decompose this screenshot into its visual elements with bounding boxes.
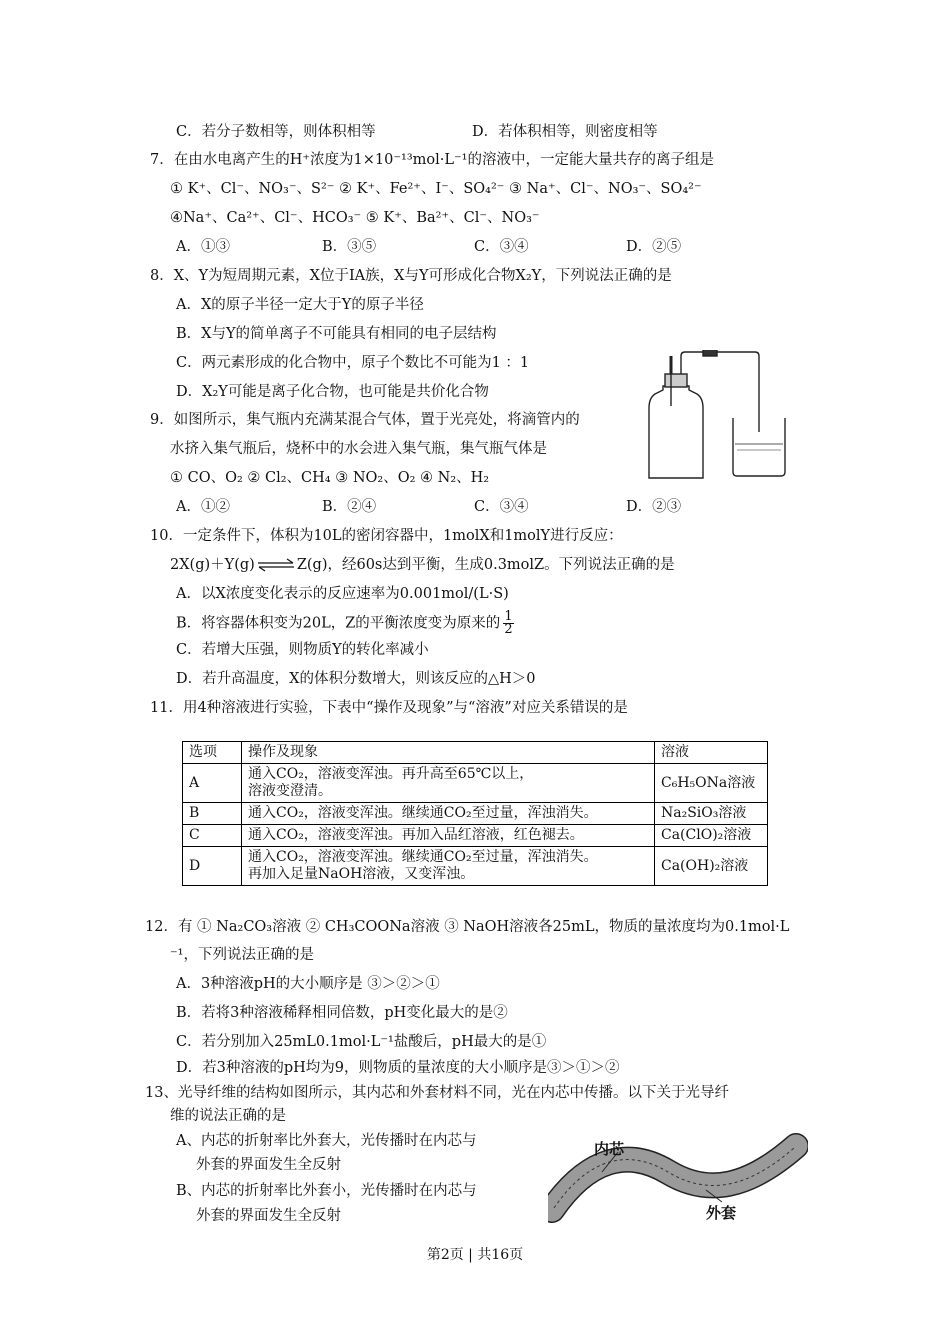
q9-stem: 9．如图所示，集气瓶内充满某混合气体，置于光亮处，将滴管内的 bbox=[150, 412, 580, 428]
q10-option-b-text: B．将容器体积变为20L，Z的平衡浓度变为原来的 bbox=[176, 615, 501, 632]
operation-line: 再加入足量NaOH溶液，又变浑浊。 bbox=[248, 866, 475, 882]
experiment-table bbox=[182, 741, 768, 886]
q12-option-a: A．3种溶液pH的大小顺序是 ③＞②＞① bbox=[176, 976, 440, 992]
q10-reaction-right: Z(g)，经60s达到平衡，生成0.3molZ。下列说法正确的是 bbox=[296, 557, 675, 573]
header-solution: 溶液 bbox=[655, 742, 768, 764]
clamp bbox=[703, 350, 717, 356]
q13-option-b-line2: 外套的界面发生全反射 bbox=[196, 1208, 341, 1224]
q10-stem: 10．一定条件下，体积为10L的密闭容器中，1molX和1molY进行反应： bbox=[150, 528, 623, 544]
q7-option-b: B．③⑤ bbox=[322, 239, 377, 255]
bottle-stopper bbox=[665, 374, 687, 387]
fraction-half bbox=[503, 611, 513, 636]
table-row bbox=[183, 803, 768, 825]
fraction-denominator: 2 bbox=[504, 622, 513, 637]
operation-line: 通入CO₂，溶液变浑浊。继续通CO₂至过量，浑浊消失。 bbox=[248, 849, 598, 865]
table-header-row bbox=[183, 742, 768, 764]
q9-option-b: B．②④ bbox=[322, 499, 377, 515]
equilibrium-arrow-icon bbox=[256, 558, 296, 572]
row-solution: C₆H₅ONa溶液 bbox=[655, 764, 768, 803]
header-operation: 操作及现象 bbox=[242, 742, 655, 764]
q10-option-d: D．若升高温度，X的体积分数增大，则该反应的△H＞0 bbox=[176, 671, 536, 687]
table-row bbox=[183, 825, 768, 847]
q12-option-c: C．若分别加入25mL0.1mol·L⁻¹盐酸后，pH最大的是① bbox=[176, 1034, 547, 1050]
table-row bbox=[183, 764, 768, 803]
q12-option-b: B．若将3种溶液稀释相同倍数，pH变化最大的是② bbox=[176, 1005, 508, 1021]
q13-option-b-line1: B、内芯的折射率比外套小，光传播时在内芯与 bbox=[176, 1183, 477, 1199]
q11-stem: 11．用4种溶液进行实验，下表中“操作及现象”与“溶液”对应关系错误的是 bbox=[150, 700, 628, 716]
q9-option-d: D．②③ bbox=[626, 499, 682, 515]
q8-option-c: C．两元素形成的化合物中，原子个数比不可能为1 ：1 bbox=[176, 355, 530, 371]
row-option: A bbox=[183, 764, 242, 803]
q7-option-c: C．③④ bbox=[474, 239, 529, 255]
q8-option-a: A．X的原子半径一定大于Y的原子半径 bbox=[176, 297, 424, 313]
q7-option-d: D．②⑤ bbox=[626, 239, 682, 255]
q7-set-2: ④Na⁺、Ca²⁺、Cl⁻、HCO₃⁻ ⑤ K⁺、Ba²⁺、Cl⁻、NO₃⁻ bbox=[170, 210, 540, 226]
q6-option-c: C．若分子数相等，则体积相等 bbox=[176, 124, 376, 140]
fraction-numerator: 1 bbox=[504, 609, 513, 624]
q9-gas-sets: ① CO、O₂ ② Cl₂、CH₄ ③ NO₂、O₂ ④ N₂、H₂ bbox=[170, 470, 490, 486]
operation-line: 溶液变澄清。 bbox=[248, 783, 332, 799]
q10-reaction-left: 2X(g)＋Y(g) bbox=[170, 557, 255, 573]
gas-collecting-bottle bbox=[649, 386, 703, 478]
q7-stem: 7．在由水电离产生的H⁺浓度为1×10⁻¹³mol·L⁻¹的溶液中，一定能大量共存的离子组是 bbox=[150, 152, 714, 168]
cladding-label: 外套 bbox=[706, 1204, 737, 1222]
q13-stem-2: 维的说法正确的是 bbox=[170, 1108, 286, 1124]
row-operation bbox=[242, 764, 655, 803]
fiber-cladding bbox=[552, 1146, 796, 1210]
q12-stem-2: ⁻¹，下列说法正确的是 bbox=[170, 947, 314, 963]
q7-set-1: ① K⁺、Cl⁻、NO₃⁻、S²⁻ ② K⁺、Fe²⁺、I⁻、SO₄²⁻ ③ Na⁺、Cl⁻、NO₃⁻、SO₄²⁻ bbox=[170, 181, 702, 197]
q9-stem-2: 水挤入集气瓶后，烧杯中的水会进入集气瓶，集气瓶气体是 bbox=[170, 441, 547, 457]
q12-option-d: D．若3种溶液的pH均为9，则物质的量浓度的大小顺序是③＞①＞② bbox=[176, 1060, 620, 1076]
q13-option-a-line2: 外套的界面发生全反射 bbox=[196, 1157, 341, 1173]
q7-option-a: A．①③ bbox=[176, 239, 230, 255]
header-option: 选项 bbox=[183, 742, 242, 764]
q8-option-b: B．X与Y的简单离子不可能具有相同的电子层结构 bbox=[176, 326, 497, 342]
q13-option-a-line1: A、内芯的折射率比外套大，光传播时在内芯与 bbox=[176, 1133, 477, 1149]
operation-line: 通入CO₂，溶液变浑浊。继续通CO₂至过量，浑浊消失。 bbox=[248, 805, 598, 821]
row-solution: Na₂SiO₃溶液 bbox=[655, 803, 768, 825]
q8-option-d: D．X₂Y可能是离子化合物，也可能是共价化合物 bbox=[176, 384, 489, 400]
row-option: C bbox=[183, 825, 242, 847]
q9-option-a: A．①② bbox=[176, 499, 230, 515]
row-solution: Ca(OH)₂溶液 bbox=[655, 847, 768, 886]
q10-option-c: C．若增大压强，则物质Y的转化率减小 bbox=[176, 642, 429, 658]
operation-line: 通入CO₂，溶液变浑浊。再加入品红溶液，红色褪去。 bbox=[248, 827, 584, 843]
optical-fiber-figure bbox=[548, 1128, 808, 1223]
core-label: 内芯 bbox=[594, 1140, 625, 1158]
row-operation bbox=[242, 847, 655, 886]
gas-bottle-beaker-figure bbox=[645, 350, 795, 485]
row-operation bbox=[242, 825, 655, 847]
row-option: B bbox=[183, 803, 242, 825]
operation-line: 通入CO₂，溶液变浑浊。再升高至65℃以上， bbox=[248, 766, 534, 782]
q6-option-d: D．若体积相等，则密度相等 bbox=[472, 124, 658, 140]
q12-stem: 12．有 ① Na₂CO₃溶液 ② CH₃COONa溶液 ③ NaOH溶液各25mL，物质的量浓度均为0.1mol·L bbox=[145, 919, 790, 935]
page-footer: 第2页 | 共16页 bbox=[426, 1247, 524, 1263]
q9-option-c: C．③④ bbox=[474, 499, 529, 515]
row-solution: Ca(ClO)₂溶液 bbox=[655, 825, 768, 847]
q10-reaction bbox=[170, 555, 675, 575]
q13-stem: 13、光导纤维的结构如图所示，其内芯和外套材料不同，光在内芯中传播。以下关于光导纤 bbox=[145, 1085, 729, 1101]
table-row bbox=[183, 847, 768, 886]
row-operation bbox=[242, 803, 655, 825]
q8-stem: 8．X、Y为短周期元素，X位于IA族，X与Y可形成化合物X₂Y，下列说法正确的是 bbox=[150, 268, 672, 284]
q10-option-b bbox=[176, 611, 514, 636]
q10-option-a: A．以X浓度变化表示的反应速率为0.001mol/(L·S) bbox=[176, 586, 509, 602]
row-option: D bbox=[183, 847, 242, 886]
